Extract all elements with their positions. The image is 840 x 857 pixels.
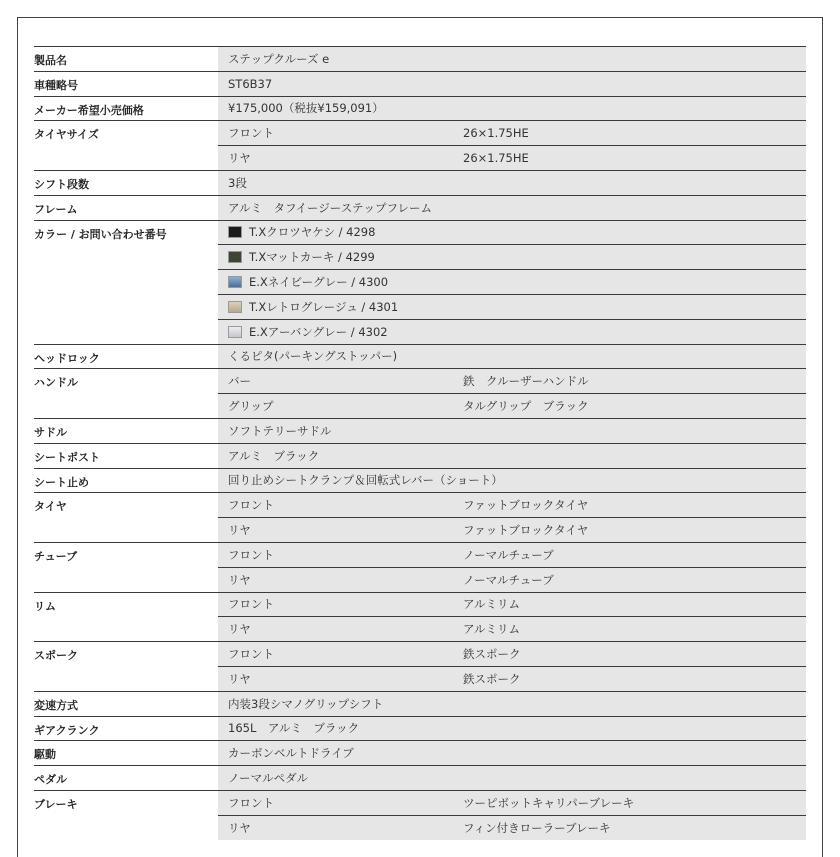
spec-value: アルミ ブラック [228, 448, 320, 463]
spec-value: ソフトテリーサドル [228, 423, 332, 438]
color-name: T.Xクロツヤケシ / 4298 [249, 225, 376, 240]
color-name: T.Xレトログレージュ / 4301 [249, 299, 399, 314]
color-name: T.Xマットカーキ / 4299 [249, 250, 375, 265]
spec-value: フィン付きローラーブレーキ [463, 820, 611, 835]
spec-label-blank [34, 567, 218, 592]
spec-row-tire-2 [34, 517, 806, 542]
spec-value: ¥175,000（税抜¥159,091） [228, 101, 384, 116]
spec-row-tire-size-2 [34, 145, 806, 170]
spec-row-seatpost [34, 443, 806, 468]
spec-subkey: フロント [228, 498, 274, 513]
spec-value: ノーマルチューブ [463, 547, 554, 562]
spec-label: リム [34, 593, 218, 617]
spec-row-spoke-2 [34, 666, 806, 691]
spec-row-color-5 [34, 319, 806, 344]
spec-table [34, 46, 806, 840]
spec-subkey: リヤ [228, 622, 251, 637]
spec-subkey: リヤ [228, 820, 251, 835]
color-name: E.Xネイビーグレー / 4300 [249, 275, 389, 290]
spec-value: ファットブロックタイヤ [463, 523, 589, 538]
spec-row-tire [34, 492, 806, 517]
spec-row-price [34, 96, 806, 121]
spec-row-color-4 [34, 294, 806, 319]
spec-subkey: リヤ [228, 151, 251, 166]
spec-value: ステップクルーズ e [228, 51, 330, 66]
spec-row-handle [34, 368, 806, 393]
color-swatch [228, 251, 242, 263]
spec-label: タイヤ [34, 493, 218, 517]
spec-row-head-lock [34, 344, 806, 369]
spec-row-handle-2 [34, 393, 806, 418]
spec-row-gears [34, 170, 806, 195]
spec-label: タイヤサイズ [34, 121, 218, 145]
spec-label-blank [34, 815, 218, 840]
spec-label: サドル [34, 419, 218, 443]
spec-label: カラー / お問い合わせ番号 [34, 221, 218, 245]
color-swatch [228, 301, 242, 313]
spec-subkey: フロント [228, 126, 274, 141]
spec-label: ヘッドロック [34, 345, 218, 369]
spec-row-rim-2 [34, 616, 806, 641]
spec-row-crank [34, 716, 806, 741]
spec-value: 鉄スポーク [463, 671, 521, 686]
spec-value: ST6B37 [228, 76, 273, 91]
spec-label: ギアクランク [34, 717, 218, 741]
spec-frame [17, 17, 823, 857]
spec-row-model-code [34, 71, 806, 96]
spec-label-blank [34, 294, 218, 319]
spec-row-color [34, 220, 806, 245]
spec-value: ファットブロックタイヤ [463, 498, 589, 513]
color-swatch [228, 226, 242, 238]
spec-value: タルグリップ ブラック [463, 399, 589, 414]
spec-value: 26×1.75HE [463, 151, 529, 166]
spec-label: シフト段数 [34, 171, 218, 195]
spec-row-shifter [34, 691, 806, 716]
spec-row-drive [34, 740, 806, 765]
spec-value: アルミ タフイージーステップフレーム [228, 200, 433, 215]
spec-value: 内装3段シマノグリップシフト [228, 696, 384, 711]
spec-value: 回り止めシートクランプ＆回転式レバー（ショート） [228, 473, 503, 488]
spec-label: 駆動 [34, 741, 218, 765]
spec-label: 変速方式 [34, 692, 218, 716]
spec-label-blank [34, 319, 218, 344]
spec-value: 鉄スポーク [463, 647, 521, 662]
spec-label-blank [34, 517, 218, 542]
spec-value: 3段 [228, 175, 247, 190]
spec-subkey: リヤ [228, 523, 251, 538]
spec-row-color-2 [34, 244, 806, 269]
spec-label-blank [34, 666, 218, 691]
spec-subkey: フロント [228, 547, 274, 562]
spec-subkey: バー [228, 374, 251, 389]
spec-row-frame [34, 195, 806, 220]
spec-subkey: グリップ [228, 399, 274, 414]
spec-value: ノーマルペダル [228, 771, 309, 785]
spec-value: 26×1.75HE [463, 126, 529, 141]
spec-subkey: リヤ [228, 671, 251, 686]
spec-row-spoke [34, 641, 806, 666]
spec-value: アルミリム [463, 597, 521, 612]
spec-label: シート止め [34, 469, 218, 493]
spec-label: 車種略号 [34, 72, 218, 96]
spec-value: くるピタ(パーキングストッパー) [228, 349, 398, 364]
spec-row-saddle [34, 418, 806, 443]
spec-label-blank [34, 244, 218, 269]
spec-subkey: フロント [228, 795, 274, 810]
spec-row-rim [34, 592, 806, 617]
spec-row-brake-2 [34, 815, 806, 840]
spec-row-brake [34, 790, 806, 815]
color-swatch [228, 326, 242, 338]
color-swatch [228, 276, 242, 288]
spec-label: チューブ [34, 543, 218, 567]
spec-label-blank [34, 269, 218, 294]
spec-row-product-name [34, 46, 806, 71]
spec-label-blank [34, 145, 218, 170]
spec-value: ノーマルチューブ [463, 572, 554, 587]
spec-value: ツーピボットキャリパーブレーキ [463, 795, 635, 810]
spec-label: ペダル [34, 766, 218, 790]
spec-subkey: リヤ [228, 572, 251, 587]
spec-subkey: フロント [228, 647, 274, 662]
spec-label: シートポスト [34, 444, 218, 468]
spec-row-tube [34, 542, 806, 567]
spec-label: ブレーキ [34, 791, 218, 815]
spec-row-color-3 [34, 269, 806, 294]
spec-value: カーボンベルトドライブ [228, 746, 354, 761]
spec-label: フレーム [34, 196, 218, 220]
spec-value: 165L アルミ ブラック [228, 721, 360, 736]
spec-row-tube-2 [34, 567, 806, 592]
spec-row-pedal [34, 765, 806, 790]
spec-label: スポーク [34, 642, 218, 666]
spec-label: 製品名 [34, 47, 218, 71]
spec-label: ハンドル [34, 369, 218, 393]
spec-subkey: フロント [228, 597, 274, 612]
spec-value: アルミリム [463, 622, 521, 637]
spec-label-blank [34, 393, 218, 418]
spec-row-tire-size [34, 120, 806, 145]
spec-label: メーカー希望小売価格 [34, 97, 218, 121]
spec-value: 鉄 クルーザーハンドル [463, 374, 589, 389]
color-name: E.Xアーバングレー / 4302 [249, 324, 388, 339]
spec-row-seat-clamp [34, 468, 806, 493]
spec-label-blank [34, 616, 218, 641]
